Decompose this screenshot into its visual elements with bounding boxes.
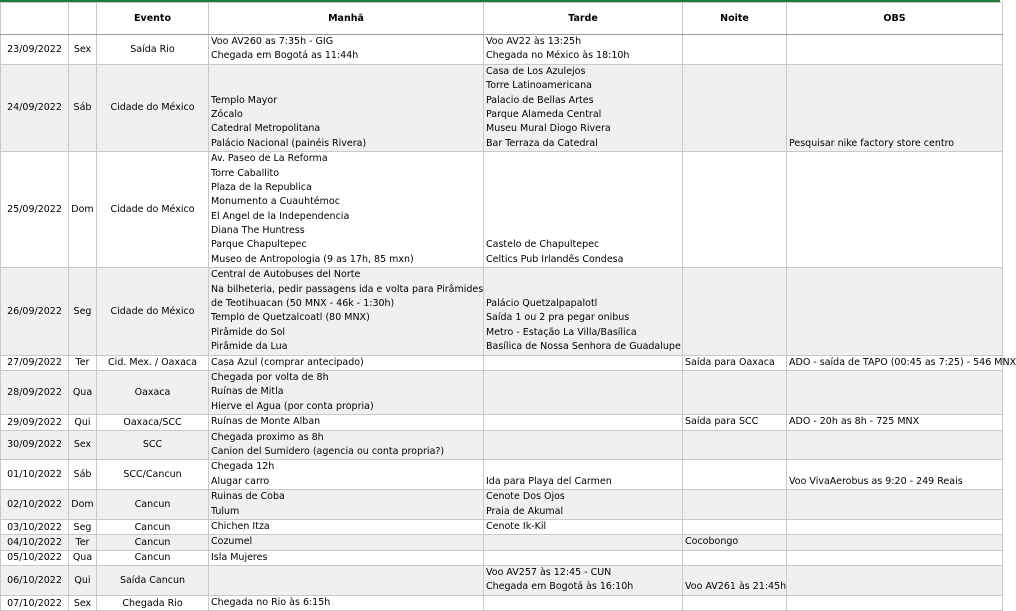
tarde-cell[interactable] [484, 370, 683, 414]
date-cell[interactable]: 24/09/2022 [1, 64, 69, 151]
tarde-cell[interactable] [484, 35, 683, 65]
cell-line: Torre Latinoamericana [486, 80, 592, 92]
cell-line: Av. Paseo de La Reforma [211, 153, 328, 165]
manha-cell[interactable] [209, 566, 484, 596]
date-cell[interactable]: 25/09/2022 [1, 152, 69, 268]
cell-line: Metro - Estação La Villa/Basílica [486, 326, 637, 338]
obs-cell[interactable] [787, 415, 1003, 430]
date-cell[interactable]: 02/10/2022 [1, 490, 69, 520]
cell-line: Chegada 12h [211, 461, 275, 473]
manha-cell[interactable] [209, 64, 484, 151]
cell-line: Pesquisar nike factory store centro [789, 137, 955, 149]
cell-line: Ruínas de Monte Alban [211, 416, 321, 428]
manha-cell[interactable] [209, 355, 484, 370]
date-cell[interactable]: 07/10/2022 [1, 595, 69, 610]
cell-line: Catedral Metropolitana [211, 123, 321, 135]
cell-line: Plaza de la Republica [211, 181, 312, 193]
event-cell[interactable]: Cid. Mex. / Oaxaca [97, 355, 209, 370]
cell-line: Casa Azul (comprar antecipado) [211, 356, 364, 368]
cell-line: Central de Autobuses del Norte [211, 269, 361, 281]
table-row [1, 370, 1003, 414]
table-row [1, 490, 1003, 520]
cell-line: Parque Alameda Central [486, 108, 602, 120]
noite-cell[interactable] [683, 595, 787, 610]
obs-cell[interactable] [787, 355, 1016, 370]
weekday-cell[interactable]: Sex [69, 595, 97, 610]
manha-cell[interactable] [209, 519, 484, 534]
tarde-cell[interactable] [484, 64, 683, 151]
noite-cell[interactable] [683, 415, 787, 430]
column-header-tarde[interactable]: Tarde [484, 3, 683, 35]
cell-line: Ruínas de Mitla [211, 386, 284, 398]
weekday-cell[interactable]: Dom [69, 490, 97, 520]
date-cell[interactable]: 06/10/2022 [1, 566, 69, 596]
manha-cell[interactable] [209, 415, 484, 430]
table-row [1, 35, 1003, 65]
cell-line: Hierve el Agua (por conta propria) [211, 400, 374, 412]
noite-cell[interactable] [683, 268, 787, 355]
obs-cell[interactable] [787, 519, 1003, 534]
cell-line: El Angel de la Independencia [211, 210, 350, 222]
tarde-cell[interactable] [484, 268, 683, 355]
obs-cell[interactable] [787, 64, 1003, 151]
column-header-date[interactable] [1, 3, 69, 35]
cell-line: Castelo de Chapultepec [486, 239, 600, 251]
weekday-cell[interactable]: Qui [69, 415, 97, 430]
noite-cell[interactable] [683, 355, 787, 370]
weekday-cell[interactable]: Sex [69, 430, 97, 460]
cell-line: Chegada por volta de 8h [211, 371, 329, 383]
table-body [1, 35, 1016, 611]
weekday-cell[interactable]: Qui [69, 566, 97, 596]
event-cell[interactable]: Cidade do México [97, 268, 209, 355]
event-cell[interactable]: Cancun [97, 535, 209, 550]
cell-line: Cozumel [211, 536, 253, 548]
weekday-cell[interactable]: Ter [69, 535, 97, 550]
date-cell[interactable]: 01/10/2022 [1, 460, 69, 490]
cell-line: Pirâmide do Sol [211, 326, 286, 338]
tarde-cell[interactable] [484, 430, 683, 460]
column-header-evento[interactable]: Evento [97, 3, 209, 35]
cell-line: Templo Mayor [211, 94, 278, 106]
cell-line: Torre Caballito [211, 167, 280, 179]
obs-cell[interactable] [787, 595, 1003, 610]
event-cell[interactable]: Cidade do México [97, 64, 209, 151]
date-cell[interactable]: 27/09/2022 [1, 355, 69, 370]
manha-cell[interactable] [209, 268, 484, 355]
tarde-cell[interactable] [484, 519, 683, 534]
noite-cell[interactable] [683, 566, 787, 596]
tarde-cell[interactable] [484, 566, 683, 596]
obs-cell[interactable] [787, 490, 1003, 520]
noite-cell[interactable] [683, 35, 787, 65]
noite-cell[interactable] [683, 519, 787, 534]
cell-line: Chegada no México às 18:10h [486, 50, 630, 62]
obs-cell[interactable] [787, 566, 1003, 596]
date-cell[interactable]: 28/09/2022 [1, 370, 69, 414]
weekday-cell[interactable]: Dom [69, 152, 97, 268]
cell-line: Canion del Sumidero (agencia ou conta propria?) [211, 445, 445, 457]
event-cell[interactable]: Oaxaca [97, 370, 209, 414]
noite-cell[interactable] [683, 430, 787, 460]
table-row [1, 430, 1003, 460]
cell-line: Isla Mujeres [211, 551, 268, 563]
header-row [1, 3, 1003, 35]
cell-line: Chegada em Bogotá as 11:44h [211, 50, 359, 62]
manha-cell[interactable] [209, 152, 484, 268]
event-cell[interactable]: Oaxaca/SCC [97, 415, 209, 430]
cell-line: Na bilheteria, pedir passagens ida e volta para Pirâmides [211, 283, 484, 295]
tarde-cell[interactable] [484, 490, 683, 520]
event-cell[interactable]: SCC [97, 430, 209, 460]
date-cell[interactable]: 30/09/2022 [1, 430, 69, 460]
cell-line: Praia de Akumal [486, 505, 564, 517]
table-row [1, 550, 1003, 565]
cell-line: Cocobongo [685, 536, 739, 548]
tarde-cell[interactable] [484, 550, 683, 565]
cell-line: Chichen Itza [211, 520, 270, 532]
event-cell[interactable]: Chegada Rio [97, 595, 209, 610]
cell-line: Bar Terraza da Catedral [486, 137, 598, 149]
obs-cell[interactable] [787, 35, 1003, 65]
itinerary-table [0, 2, 1016, 611]
cell-line: Museo de Antropologia (9 as 17h, 85 mxn) [211, 253, 414, 265]
column-header-day[interactable] [69, 3, 97, 35]
weekday-cell[interactable]: Qua [69, 370, 97, 414]
event-cell[interactable]: Cancun [97, 550, 209, 565]
cell-line: Pirâmide da Lua [211, 341, 288, 353]
cell-line: Voo AV257 às 12:45 - CUN [486, 567, 612, 579]
event-cell[interactable]: Cidade do México [97, 152, 209, 268]
table-row [1, 566, 1003, 596]
table-row [1, 64, 1003, 151]
event-cell[interactable]: Cancun [97, 490, 209, 520]
event-cell[interactable]: Saída Cancun [97, 566, 209, 596]
manha-cell[interactable] [209, 35, 484, 65]
weekday-cell[interactable]: Sex [69, 35, 97, 65]
cell-line: Chegada no Rio às 6:15h [211, 596, 331, 608]
weekday-cell[interactable]: Sáb [69, 64, 97, 151]
cell-line: Cenote Dos Ojos [486, 491, 565, 503]
tarde-cell[interactable] [484, 595, 683, 610]
cell-line: Ruinas de Coba [211, 491, 285, 503]
noite-cell[interactable] [683, 64, 787, 151]
tarde-cell[interactable] [484, 355, 683, 370]
date-cell[interactable]: 29/09/2022 [1, 415, 69, 430]
table-row [1, 535, 1003, 550]
manha-cell[interactable] [209, 490, 484, 520]
cell-line: Saída para SCC [685, 416, 759, 428]
noite-cell[interactable] [683, 460, 787, 490]
obs-cell[interactable] [787, 535, 1003, 550]
table-row [1, 595, 1003, 610]
manha-cell[interactable] [209, 370, 484, 414]
cell-line: Saída para Oaxaca [685, 356, 775, 368]
cell-line: ADO - 20h as 8h - 725 MNX [789, 416, 920, 428]
cell-line: Palacio de Bellas Artes [486, 94, 594, 106]
manha-cell[interactable] [209, 460, 484, 490]
cell-line: ADO - saída de TAPO (00:45 as 7:25) - 546 MNX [789, 356, 1016, 368]
cell-line: Voo AV22 às 13:25h [486, 36, 582, 47]
event-cell[interactable]: Cancun [97, 519, 209, 534]
cell-line: Voo AV261 às 21:45h [685, 581, 787, 593]
date-cell[interactable]: 05/10/2022 [1, 550, 69, 565]
date-cell[interactable]: 03/10/2022 [1, 519, 69, 534]
table-row [1, 152, 1003, 268]
noite-cell[interactable] [683, 535, 787, 550]
table-row [1, 355, 1003, 370]
cell-line: Casa de Los Azulejos [486, 65, 586, 77]
table-row [1, 268, 1003, 355]
tarde-cell[interactable] [484, 535, 683, 550]
noite-cell[interactable] [683, 152, 787, 268]
cell-line: Ida para Playa del Carmen [486, 475, 612, 487]
cell-line: Tulum [211, 505, 240, 517]
noite-cell[interactable] [683, 370, 787, 414]
cell-line: Zócalo [211, 108, 243, 120]
weekday-cell[interactable]: Qua [69, 550, 97, 565]
manha-cell[interactable] [209, 430, 484, 460]
obs-cell[interactable] [787, 152, 1003, 268]
table-row [1, 519, 1003, 534]
table-row [1, 415, 1003, 430]
cell-line: Museu Mural Diogo Rivera [486, 123, 611, 135]
tarde-cell[interactable] [484, 415, 683, 430]
column-header-noite[interactable]: Noite [683, 3, 787, 35]
noite-cell[interactable] [683, 550, 787, 565]
tarde-cell[interactable] [484, 152, 683, 268]
cell-line: Monumento a Cuauhtémoc [211, 196, 340, 208]
cell-line: Diana The Huntress [211, 225, 305, 237]
cell-line: Voo AV260 as 7:35h - GIG [211, 36, 334, 47]
column-header-obs[interactable]: OBS [787, 3, 1003, 35]
cell-line: Voo VivaAerobus as 9:20 - 249 Reais [789, 475, 963, 487]
tarde-cell[interactable] [484, 460, 683, 490]
cell-line: Palácio Quetzalpapalotl [486, 298, 598, 310]
weekday-cell[interactable]: Seg [69, 268, 97, 355]
cell-line: Celtics Pub Irlandês Condesa [486, 253, 624, 265]
cell-line: Alugar carro [211, 475, 270, 487]
weekday-cell[interactable]: Ter [69, 355, 97, 370]
manha-cell[interactable] [209, 535, 484, 550]
cell-line: Parque Chapultepec [211, 239, 307, 251]
event-cell[interactable]: SCC/Cancun [97, 460, 209, 490]
obs-cell[interactable] [787, 268, 1003, 355]
cell-line: Templo de Quetzalcoatl (80 MNX) [211, 312, 370, 324]
obs-cell[interactable] [787, 550, 1003, 565]
weekday-cell[interactable]: Sáb [69, 460, 97, 490]
manha-cell[interactable] [209, 550, 484, 565]
cell-line: Palácio Nacional (painéis Rivera) [211, 137, 367, 149]
event-cell[interactable]: Saída Rio [97, 35, 209, 65]
obs-cell[interactable] [787, 460, 1003, 490]
cell-line: Basílica de Nossa Senhora de Guadalupe [486, 341, 681, 353]
noite-cell[interactable] [683, 490, 787, 520]
date-cell[interactable]: 26/09/2022 [1, 268, 69, 355]
cell-line: Chegada proximo as 8h [211, 431, 324, 443]
cell-line: Saída 1 ou 2 pra pegar onibus [486, 312, 630, 324]
table-row [1, 460, 1003, 490]
manha-cell[interactable] [209, 595, 484, 610]
cell-line: Chegada em Bogotá às 16:10h [486, 581, 634, 593]
obs-cell[interactable] [787, 370, 1003, 414]
date-cell[interactable]: 04/10/2022 [1, 535, 69, 550]
column-header-manha[interactable]: Manhã [209, 3, 484, 35]
weekday-cell[interactable]: Seg [69, 519, 97, 534]
cell-line: de Teotihuacan (50 MNX - 46k - 1:30h) [211, 298, 395, 310]
cell-line: Cenote Ik-Kil [486, 520, 547, 532]
obs-cell[interactable] [787, 430, 1003, 460]
date-cell[interactable]: 23/09/2022 [1, 35, 69, 65]
